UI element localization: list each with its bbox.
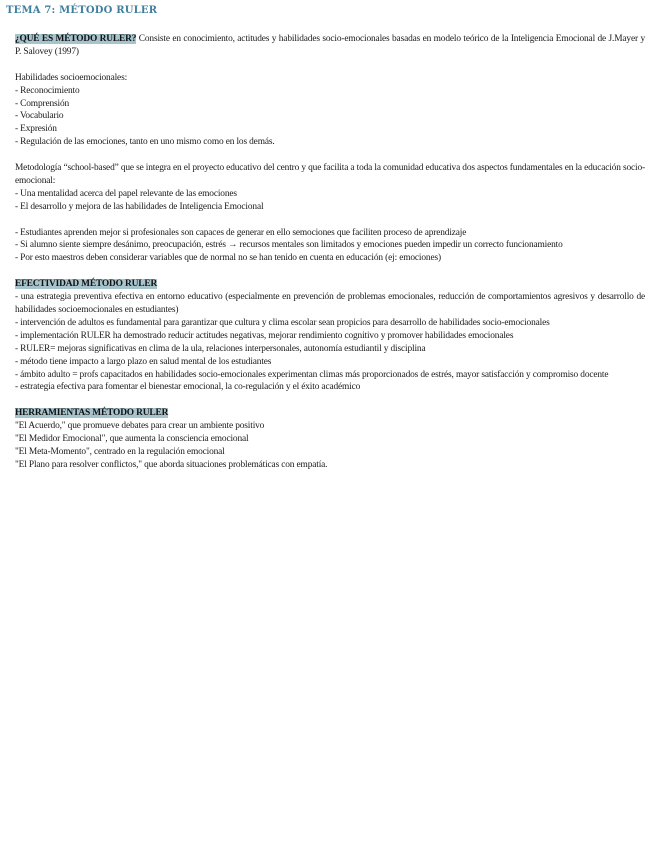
list-item: "El Acuerdo," que promueve debates para crear un ambiente positivo (15, 421, 265, 432)
list-item: - intervención de adultos es fundamental para garantizar que cultura y clima escolar sean propicios para desarrollo de habilidades socio-emocionales (15, 317, 550, 328)
list-item: - estrategia efectiva para fomentar el bienestar emocional, la co-regulación y el éxito académico (15, 382, 361, 393)
list-item: - implementación RULER ha demostrado reducir actitudes negativas, mejorar rendimiento cognitivo y promover habilidades emocionales (15, 330, 514, 341)
herramientas-section (15, 407, 645, 420)
intro-paragraph (15, 33, 645, 59)
list-item: - método tiene impacto a largo plazo en salud mental de los estudiantes (15, 356, 272, 367)
list-item: - una estrategia preventiva efectiva en entorno educativo (especialmente en prevención de problemas emocionales, reducción de comportamientos agresivos y desarrollo de habilidades socioemocionales en estudiantes) (15, 292, 645, 315)
intro-text: Consiste en conocimiento, actitudes y habilidades socio-emocionales basadas en modelo teórico de la Inteligencia Emocional de J.Mayer y P. Salovey (1997) (15, 34, 645, 57)
list-item: - Regulación de las emociones, tanto en uno mismo como en los demás. (15, 137, 275, 148)
list-item: - Vocabulario (15, 111, 64, 122)
efectividad-section (15, 278, 645, 291)
list-item: "El Plano para resolver conflictos," que aborda situaciones problemáticas con empatía. (15, 459, 328, 470)
list-item: - Estudiantes aprenden mejor si profesionales son capaces de generar en ello semociones que faciliten proceso de aprendizaje (15, 227, 467, 238)
list-item: - Comprensión (15, 98, 70, 109)
herramientas-heading: HERRAMIENTAS MÉTODO RULER (15, 408, 169, 419)
list-item: - Por esto maestros deben considerar variables que de normal no se han tenido en cuenta en educación (ej: emociones) (15, 253, 441, 264)
list-item: - RULER= mejoras significativas en clima de la ula, relaciones interpersonales, autonomía estudiantil y disciplina (15, 343, 426, 354)
list-item: - Reconocimiento (15, 85, 80, 96)
document-body (15, 33, 645, 472)
list-item: - El desarrollo y mejora de las habilidades de Inteligencia Emocional (15, 201, 264, 212)
list-item: - Expresión (15, 124, 57, 135)
metodologia-paragraph: Metodología “school-based” que se integra en el proyecto educativo del centro y que facilita a toda la comunidad educativa dos aspectos fundamentales en la educación socio-emocional: (15, 163, 645, 186)
habilidades-heading: Habilidades socioemocionales: (15, 72, 128, 83)
list-item: - Una mentalidad acerca del papel relevante de las emociones (15, 188, 237, 199)
list-item: - Si alumno siente siempre desánimo, preocupación, estrés → recursos mentales son limitados y emociones pueden impedir un correcto funcionamiento (15, 240, 563, 251)
efectividad-heading: EFECTIVIDAD MÉTODO RULER (15, 279, 158, 290)
page-title: TEMA 7: MÉTODO RULER (6, 5, 158, 16)
list-item: "El Meta-Momento", centrado en la regulación emocional (15, 446, 225, 457)
intro-question-heading: ¿QUÉ ES MÉTODO RULER? (15, 34, 137, 44)
list-item: - ámbito adulto = profs capacitados en habilidades socio-emocionales experimentan climas más proporcionados de estrés, mayor satisfacción y compromiso docente (15, 369, 609, 380)
list-item: "El Medidor Emocional", que aumenta la consciencia emocional (15, 434, 249, 445)
